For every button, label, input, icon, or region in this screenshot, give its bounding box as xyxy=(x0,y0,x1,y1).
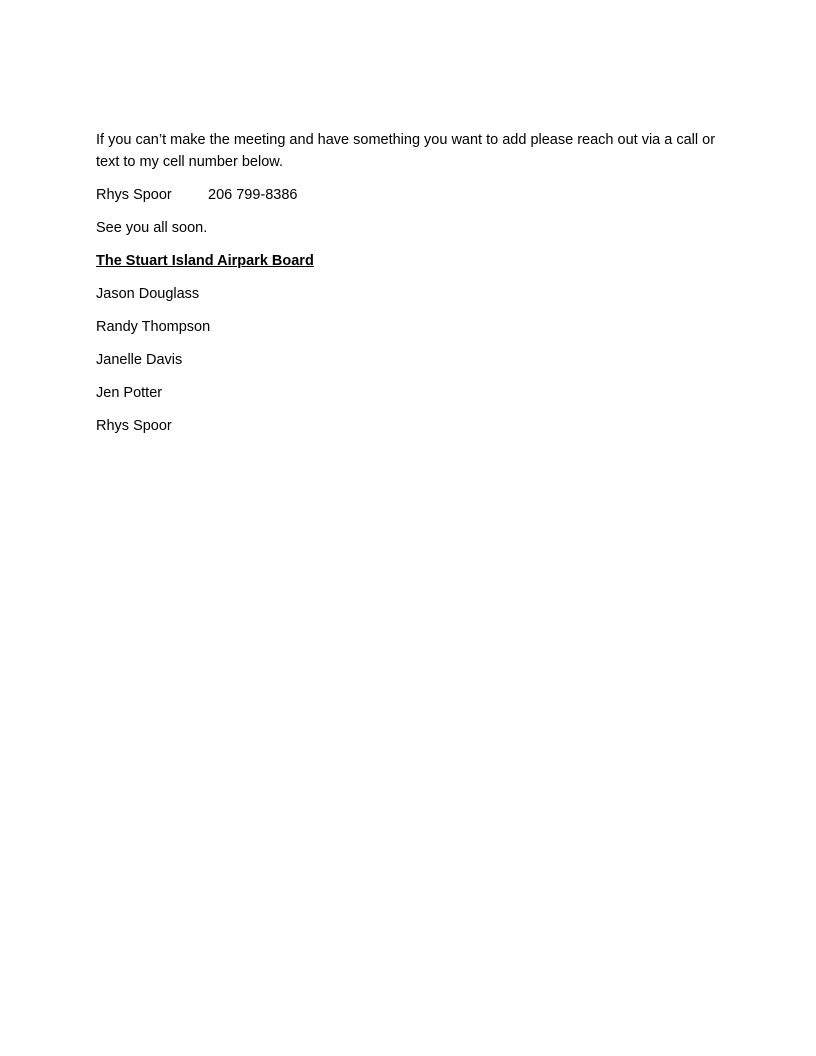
contact-line xyxy=(96,184,720,206)
intro-paragraph: If you can’t make the meeting and have something you want to add please reach out via a call or text to my cell number below. xyxy=(96,132,716,170)
board-member: Randy Thompson xyxy=(96,319,211,335)
document-body xyxy=(96,129,720,448)
board-heading: The Stuart Island Airpark Board xyxy=(96,253,314,269)
board-member-list xyxy=(96,283,720,437)
board-member: Jason Douglass xyxy=(96,286,200,302)
board-member: Rhys Spoor xyxy=(96,418,172,434)
closing-line: See you all soon. xyxy=(96,220,208,236)
board-member: Janelle Davis xyxy=(96,352,183,368)
contact-phone: 206 799-8386 xyxy=(208,187,298,203)
contact-name: Rhys Spoor xyxy=(96,187,172,203)
board-member: Jen Potter xyxy=(96,385,163,401)
